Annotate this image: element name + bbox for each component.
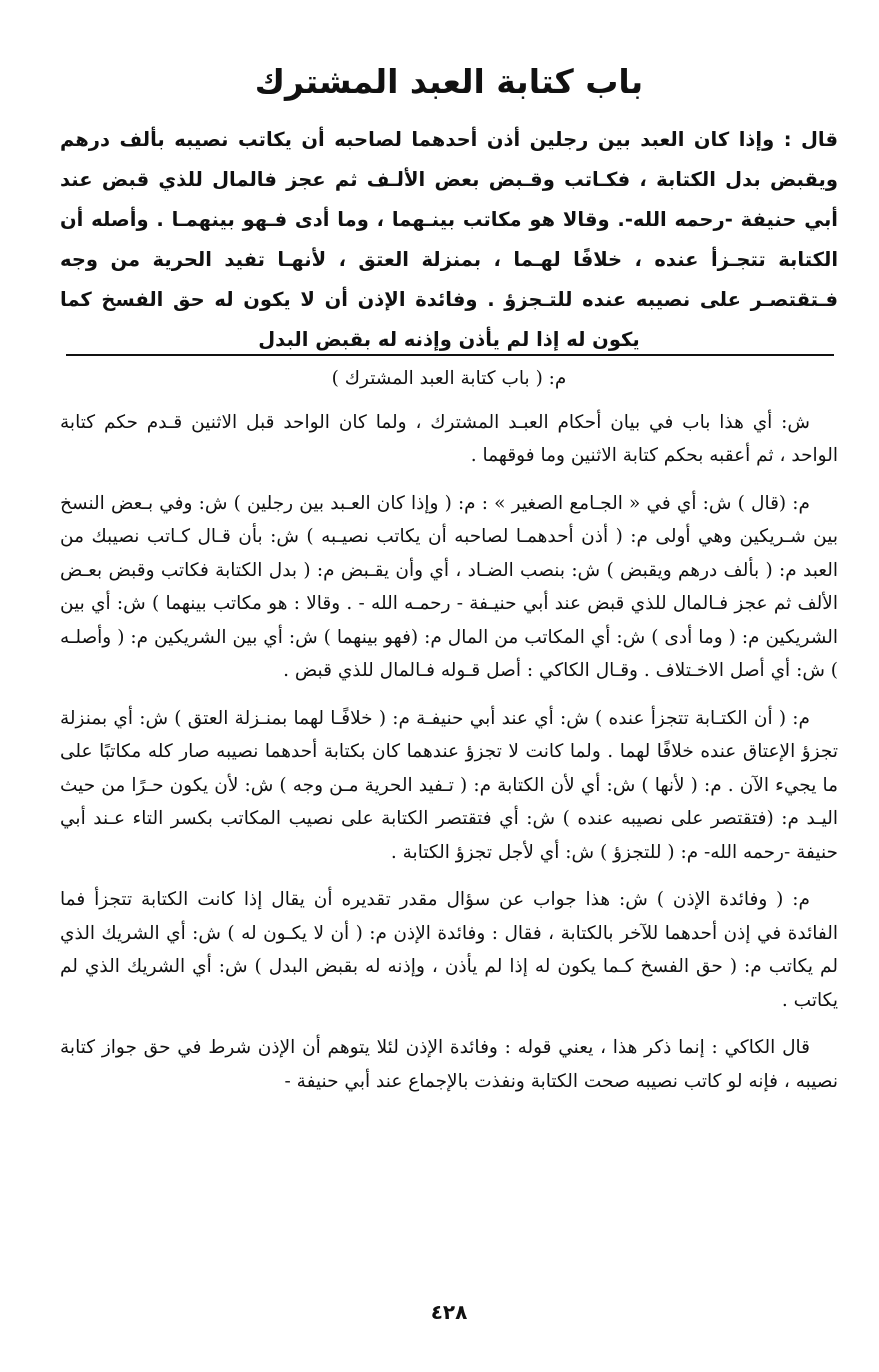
commentary-paragraph: قال الكاكي : إنما ذكر هذا ، يعني قوله : وفائدة الإذن لئلا يتوهم أن الإذن شرط في حق جواز كتابة نصيبه ، فإنه لو كاتب نصيبه صحت الكتابة ونفذت بالإجماع عند أبي حنيفة - — [60, 1037, 838, 1092]
commentary-heading: م: ( باب كتابة العبد المشترك ) — [331, 368, 567, 389]
separator-rule — [66, 354, 834, 356]
commentary-paragraph: م: ( وفائدة الإذن ) ش: هذا جواب عن سؤال مقدر تقديره أن يقال إذا كانت الكتابة تتجزأ فما الفائدة في إذن أحدهما للآخر بالكتابة ، فقال : وفائدة الإذن م: ( أن لا يكـون له ) ش: أي الشريك الذي لم يكاتب م: ( حق الفسخ كـما يكون له إذا لم يأذن ، وإذنه له بقبض البدل ) ش: أي الشريك الذي لم يكاتب . — [60, 889, 838, 1011]
commentary-paragraph: م: (قال ) ش: أي في « الجـامع الصغير » : م: ( وإذا كان العـبد بين رجلين ) ش: وفي بـعض النسخ بين شـريكين وهي أولى م: ( أذن أحدهمـا لصاحبه أن يكاتب نصيـبه ) ش: بأن قـال كـاتب نصيبك من العبد م: ( بألف درهم ويقبض ) ش: بنصب الضـاد ، أي وأن يقـبض م: ( بدل الكتابة فكاتب وقبض بعـض الألف ثم عجز فـالمال للذي قبض عند أبي حنيـفة - رحمـه الله - . وقالا : هو مكاتب بينهما ) ش: أي بين الشريكين م: ( وما أدى ) ش: أي المكاتب من المال م: (فهو بينهما ) ش: أي بين الشريكين م: ( وأصلـه ) ش: أي أصل الاخـتلاف . وقـال الكاكي : أصل قـوله فـالمال للذي قبض . — [60, 492, 838, 681]
commentary — [60, 362, 838, 1112]
commentary-paragraph: م: ( أن الكتـابة تتجزأ عنده ) ش: أي عند أبي حنيفـة م: ( خلافًـا لهما بمنـزلة العتق ) ش: أي بمنزلة تجزؤ الإعتاق عنده خلافًا لهما . ولما كانت لا تجزؤ عندهما كان بكتابة أحدهما نصيبه صار كله مكاتبًا على ما يجيء الآن . م: ( لأنها ) ش: أي لأن الكتابة م: ( تـفيد الحرية مـن وجه ) ش: لأن يكون حـرًا من حيث اليـد م: (فتقتصر على نصيبه عنده ) ش: أي فتقتصر الكتابة على نصيب المكاتب بكسر التاء عـند أبي حنيفة -رحمه الله- م: ( للتجزؤ ) ش: أي لأجل تجزؤ الكتابة . — [60, 707, 838, 863]
book-page — [60, 0, 838, 1372]
matn-text: قال : وإذا كان العبد بين رجلين أذن أحدهما لصاحبه أن يكاتب نصيبه بألف درهم ويقبض بدل الكتابة ، فكـاتب وقـبض بعض الألـف ثم عجز فالمال للذي قبض عند أبي حنيفة -رحمه الله-. وقالا هو مكاتب بينـهما ، وما أدى فـهو بينهمـا . وأصله أن الكتابة تتجـزأ عنده ، خلافًا لهـما ، بمنزلة العتق ، لأنهـا تفيد الحرية من وجه فـتقتصـر على نصيبه عنده للتـجزؤ . وفائدة الإذن أن لا يكون له حق الفسخ كما يكون له إذا لم يأذن وإذنه له بقبض البدل — [60, 128, 838, 351]
chapter-title: باب كتابة العبد المشترك — [254, 62, 644, 101]
commentary-paragraph: ش: أي هذا باب في بيان أحكام العبـد المشترك ، ولما كان الواحد قبل الاثنين قـدم حكم كتابة الواحد ، ثم أعقبه بحكم كتابة الاثنين وما فوقهما . — [60, 411, 838, 466]
page-number: ٤٢٨ — [430, 1300, 468, 1324]
